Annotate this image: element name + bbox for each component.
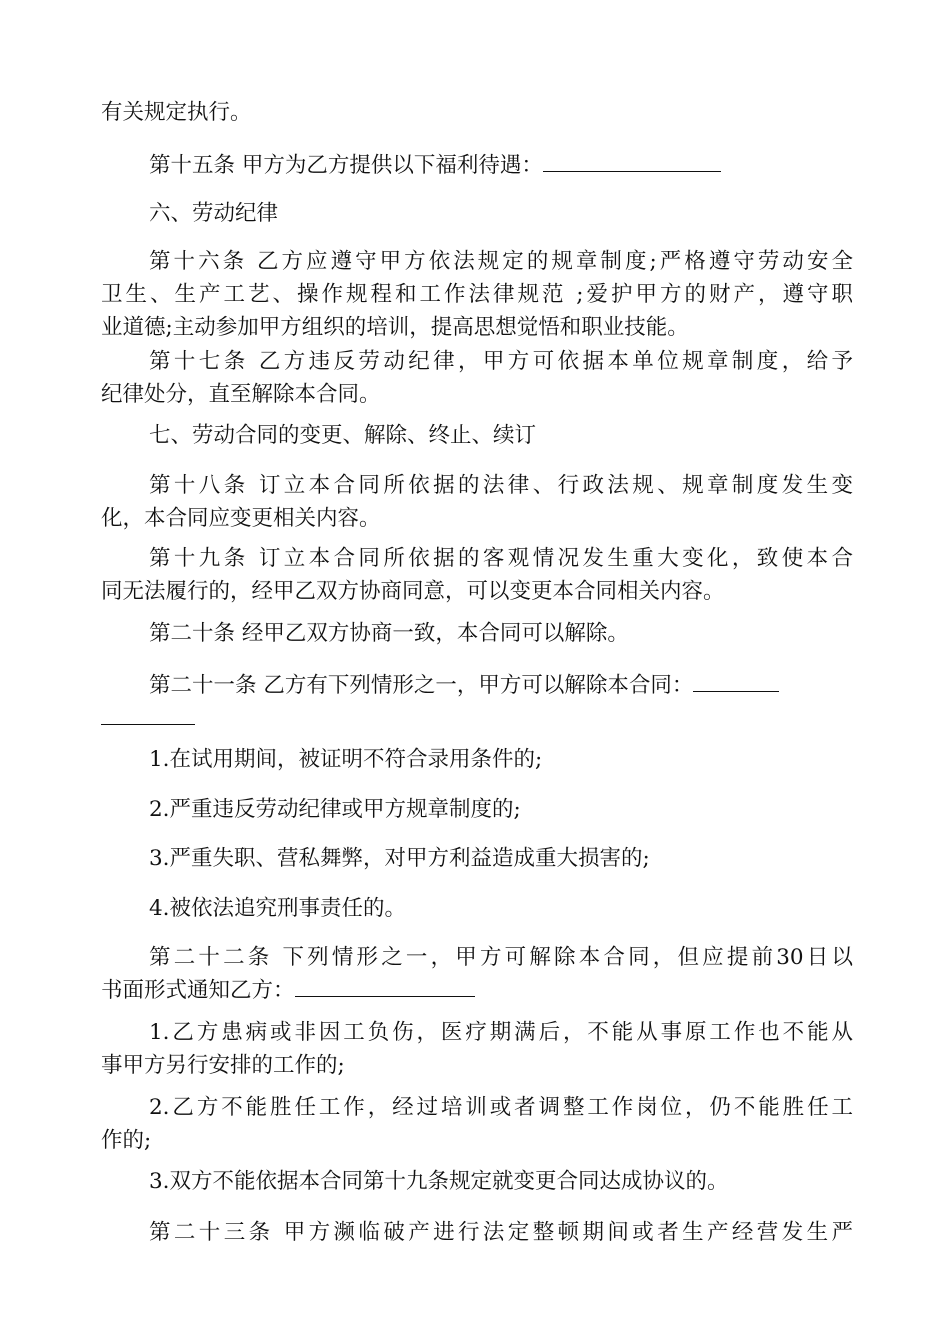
- article-22-item-2: [101, 1091, 853, 1157]
- text-line: 化，本合同应变更相关内容。: [101, 506, 381, 531]
- text-line: 第十六条 乙方应遵守甲方依法规定的规章制度;严格遵守劳动安全: [149, 249, 853, 274]
- article-16: [101, 245, 853, 344]
- text-line: 纪律处分，直至解除本合同。: [101, 382, 381, 407]
- list-item-text: 3.双方不能依据本合同第十九条规定就变更合同达成协议的。: [149, 1169, 729, 1194]
- article-19: [101, 542, 853, 608]
- article-21: [101, 669, 853, 735]
- text-line: 事甲方另行安排的工作的;: [101, 1053, 345, 1078]
- text-line: 有关规定执行。: [101, 100, 252, 125]
- article-21-item-3: [101, 842, 901, 875]
- article-15-text: 第十五条 甲方为乙方提供以下福利待遇：: [149, 153, 543, 178]
- article-22-item-1: [101, 1016, 853, 1082]
- text-line: 第十九条 订立本合同所依据的客观情况发生重大变化，致使本合: [149, 546, 853, 571]
- list-item-text: 1.在试用期间，被证明不符合录用条件的;: [149, 747, 543, 772]
- section-6-heading: [101, 197, 901, 230]
- text-line: 同无法履行的，经甲乙双方协商同意，可以变更本合同相关内容。: [101, 579, 725, 604]
- text-line: 第十七条 乙方违反劳动纪律，甲方可依据本单位规章制度，给予: [149, 349, 853, 374]
- section-7-heading: [101, 419, 901, 452]
- list-item-text: 3.严重失职、营私舞弊，对甲方利益造成重大损害的;: [149, 846, 650, 871]
- text-line: 作的;: [101, 1128, 152, 1153]
- section-heading-text: 七、劳动合同的变更、解除、终止、续订: [149, 423, 537, 448]
- article-17: [101, 345, 853, 411]
- text-line: 1.乙方患病或非因工负伤，医疗期满后，不能从事原工作也不能从: [149, 1020, 853, 1045]
- article-21-item-2: [101, 793, 901, 826]
- article-21-text: 第二十一条 乙方有下列情形之一，甲方可以解除本合同：: [149, 673, 694, 698]
- article-23: [101, 1216, 853, 1249]
- text-line: 第二十二条 下列情形之一，甲方可解除本合同，但应提前30日以: [149, 945, 853, 970]
- article-18: [101, 469, 853, 535]
- text-line: 卫生、生产工艺、操作规程和工作法律规范 ;爱护甲方的财产，遵守职: [101, 282, 853, 307]
- article-21-item-1: [101, 743, 901, 776]
- section-heading-text: 六、劳动纪律: [149, 201, 279, 226]
- text-line: 第二十条 经甲乙双方协商一致，本合同可以解除。: [149, 621, 629, 646]
- fill-in-blank: [693, 669, 779, 692]
- continuation-paragraph: [101, 96, 853, 129]
- article-22-item-3: [101, 1165, 901, 1198]
- fill-in-blank: [543, 149, 721, 172]
- list-item-text: 2.严重违反劳动纪律或甲方规章制度的;: [149, 797, 521, 822]
- article-15: [101, 149, 901, 182]
- article-22: [101, 941, 853, 1007]
- list-item-text: 4.被依法追究刑事责任的。: [149, 896, 407, 921]
- article-22-text: 书面形式通知乙方：: [101, 978, 295, 1003]
- fill-in-blank: [295, 974, 475, 997]
- text-line: 第二十三条 甲方濒临破产进行法定整顿期间或者生产经营发生严: [149, 1220, 853, 1245]
- article-21-item-4: [101, 892, 901, 925]
- text-line: 2.乙方不能胜任工作，经过培训或者调整工作岗位，仍不能胜任工: [149, 1095, 853, 1120]
- text-line: 业道德;主动参加甲方组织的培训，提高思想觉悟和职业技能。: [101, 315, 689, 340]
- article-20: [101, 617, 901, 650]
- text-line: 第十八条 订立本合同所依据的法律、行政法规、规章制度发生变: [149, 473, 853, 498]
- fill-in-blank-continued: [101, 702, 195, 725]
